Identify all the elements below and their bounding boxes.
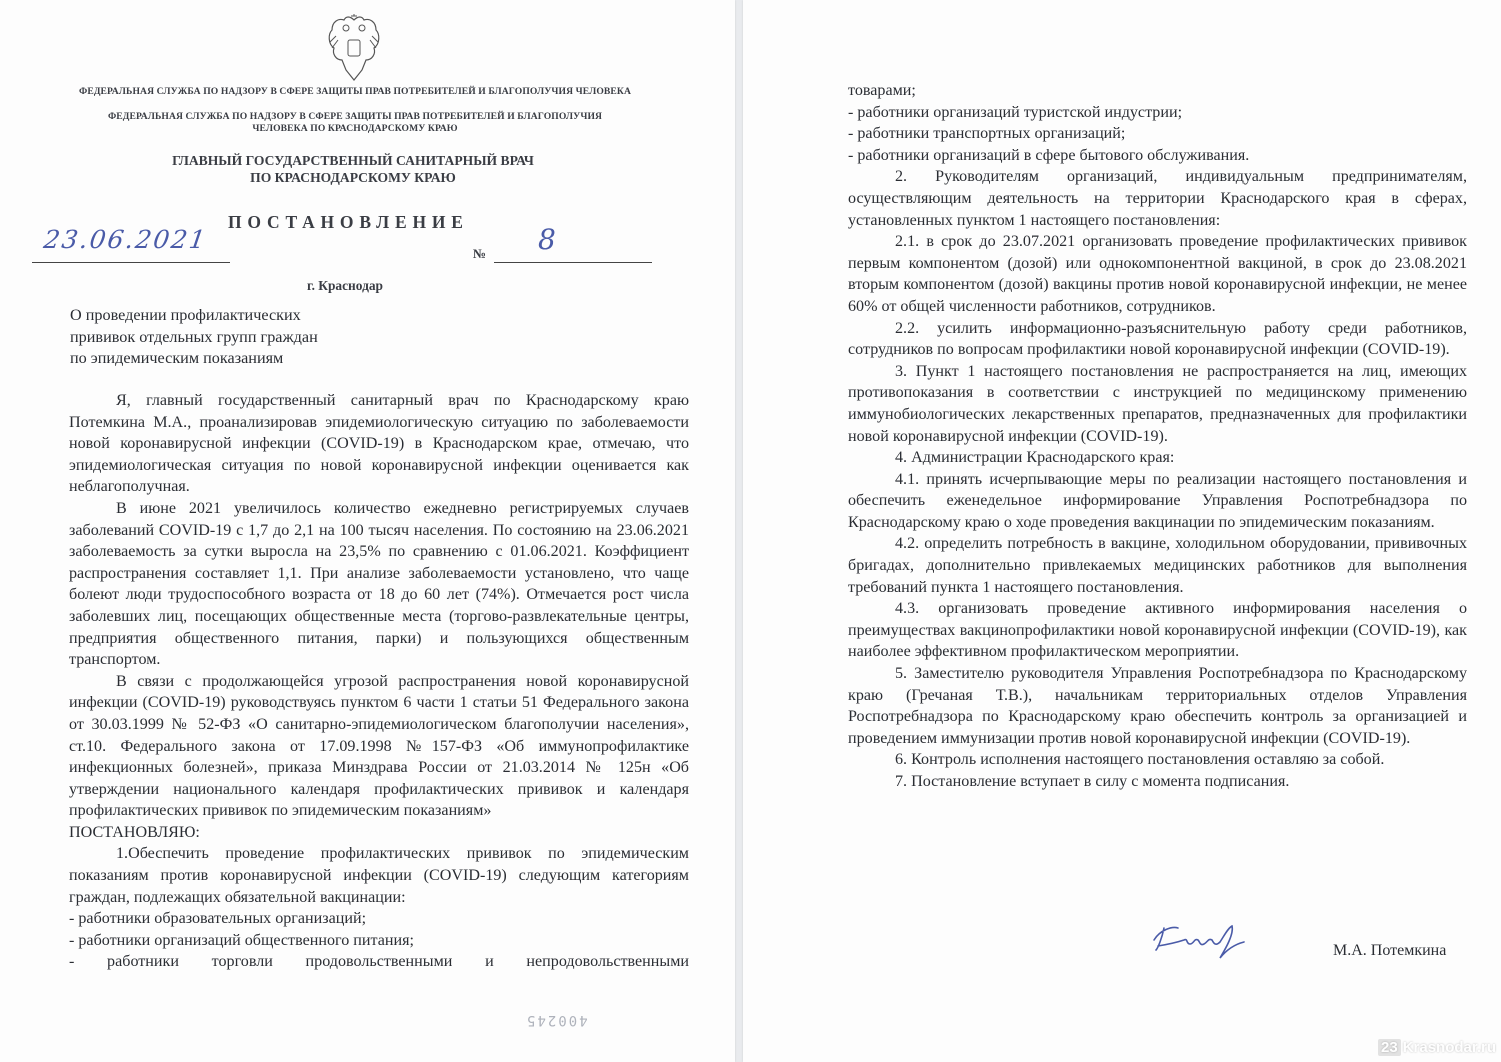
paragraph-item-4-1: 4.1. принять исчерпывающие меры по реализации настоящего постановления и обеспечить еженедельное информирование Управления Роспотребнадзора по Краснодарскому краю о ходе проведения вакцинации по эпидемическим показаниям. [848, 470, 1467, 531]
signer-name: М.А. Потемкина [1333, 942, 1447, 959]
left-body-text [69, 390, 689, 973]
chief-doctor-title [100, 152, 606, 186]
paragraph-item-1: 1.Обеспечить проведение профилактических прививок по эпидемическим показаниям против коронавирусной инфекции (COVID-19) следующим категориям граждан, подлежащих обязательной вакцинации: [69, 845, 689, 906]
resolve-heading: ПОСТАНОВЛЯЮ: [69, 823, 200, 841]
list-item: - работники транспортных организаций; [848, 125, 1126, 143]
document-subject [70, 305, 470, 370]
agency-regional-line-2: ЧЕЛОВЕКА ПО КРАСНОДАРСКОМУ КРАЮ [252, 123, 458, 134]
site-watermark [1378, 1039, 1496, 1056]
paragraph-item-2-1: 2.1. в срок до 23.07.2021 организовать проведение профилактических прививок первым компонентом (дозой) или однокомпонентной вакциной, в срок до 23.08.2021 вторым компонентом (дозой) вакцины против новой коронавирусной инфекции, не менее 60% от общей численности работников, сотрудников. [848, 233, 1467, 315]
paragraph-intro: Я, главный государственный санитарный врач по Краснодарскому краю Потемкина М.А., проанализировав эпидемиологическую ситуацию по заболеваемости новой коронавирусной инфекции (COVID-19) в Краснодарском крае, отмечаю, что эпидемиологическая ситуация по новой коронавирусной инфекции оценивается как неблагополучная. [69, 392, 689, 496]
number-underline [494, 262, 652, 263]
paragraph-item-5: 5. Заместителю руководителя Управления Роспотребнадзора по Краснодарскому краю (Гречаная Т.В.), начальникам территориальных отделов Управления Роспотребнадзора по Краснодарскому краю обеспечить контроль за организацией и проведением иммунизации против новой коронавирусной инфекции (COVID-19). [848, 665, 1467, 747]
document-number: 8 [538, 223, 556, 256]
city-label: г. Краснодар [307, 278, 384, 293]
subject-line: прививок отдельных групп граждан [70, 327, 318, 346]
paragraph-statistics: В июне 2021 увеличилось количество ежедневно регистрируемых случаев заболеваний COVID-19 с 1,7 до 2,1 на 100 тысяч населения. По состоянию на 23.06.2021 заболеваемость за сутки выросла на 23,5% по сравнению с 01.06.2021. Коэффициент распространения составляет 1,1. При анализе заболеваемости установлено, что чаще болеют люди трудоспособного возраста от 18 до 60 лет (74%). Отмечается рост числа заболевших лиц, посещающих общественные места (торгово-развлекательные центры, предприятия общественного питания, парки) и пользующихся общественным транспортом. [69, 499, 689, 669]
number-sign: № [473, 246, 487, 261]
document-page-left [0, 0, 735, 1062]
list-item: - работники организаций в сфере бытового обслуживания. [848, 146, 1250, 164]
list-item: - работники образовательных организаций; [69, 910, 367, 928]
list-item: - работники организаций туристской индустрии; [848, 103, 1183, 121]
serial-stamp: 400245 [525, 1012, 588, 1028]
agency-regional-header [60, 111, 650, 135]
date-underline [32, 262, 230, 263]
paragraph-item-4-3: 4.3. организовать проведение активного информирования населения о преимуществах вакцинопрофилактики новой коронавирусной инфекции (COVID-19), как наиболее эффективном профилактическом мероприятии. [848, 600, 1467, 661]
coat-of-arms-icon [324, 14, 384, 84]
chief-line-1: ГЛАВНЫЙ ГОСУДАРСТВЕННЫЙ САНИТАРНЫЙ ВРАЧ [172, 153, 534, 168]
watermark-text: Krasnodar.ru [1402, 1039, 1497, 1056]
list-item: - работники торговли продовольственными и непродовольственными [69, 953, 689, 971]
subject-line: О проведении профилактических [70, 306, 301, 324]
chief-line-2: ПО КРАСНОДАРСКОМУ КРАЮ [250, 170, 456, 185]
handwritten-signature-icon [1150, 918, 1250, 963]
agency-federal-header: ФЕДЕРАЛЬНАЯ СЛУЖБА ПО НАДЗОРУ В СФЕРЕ ЗАЩИТЫ ПРАВ ПОТРЕБИТЕЛЕЙ И БЛАГОПОЛУЧИЯ ЧЕЛОВЕКА [78, 86, 631, 97]
paragraph-item-3: 3. Пункт 1 настоящего постановления не распространяется на лиц, имеющих противопоказания в соответствии с инструкцией по медицинскому применению иммунобиологических лекарственных препаратов, предназначенных для профилактики новой коронавирусной инфекции (COVID-19). [848, 362, 1467, 445]
paragraph-item-2: 2. Руководителям организаций, индивидуальным предпринимателям, осуществляющим деятельность на территории Краснодарского края в сферах, установленных пунктом 1 настоящего постановления: [848, 168, 1467, 229]
watermark-badge: 23 [1378, 1039, 1401, 1056]
paragraph-item-7: 7. Постановление вступает в силу с момента подписания. [895, 773, 1290, 790]
paragraph-legal-basis: В связи с продолжающейся угрозой распространения новой коронавирусной инфекции (COVID-19) руководствуясь пунктом 6 части 1 статьи 51 Федерального закона от 30.03.1999 № 52-ФЗ «О санитарно-эпидемиологическом благополучии населения», ст.10. Федерального закона от 17.09.1998 №157-ФЗ «Об иммунопрофилактике инфекционных болезней», приказа Минздрава России от 21.03.2014 № 125н «Об утверждении национального календаря профилактических прививок и календаря профилактических прививок по эпидемическим показаниям» [69, 672, 689, 820]
list-item: товарами; [848, 82, 916, 99]
subject-line: по эпидемическим показаниям [70, 349, 284, 367]
document-title: ПОСТАНОВЛЕНИЕ [228, 212, 469, 232]
paragraph-item-6: 6. Контроль исполнения настоящего постановления оставляю за собой. [895, 751, 1385, 769]
paragraph-item-2-2: 2.2. усилить информационно-разъяснительную работу среди работников, сотрудников по вопросам профилактики новой коронавирусной инфекции (COVID-19). [848, 319, 1467, 359]
right-body-text [848, 80, 1467, 793]
document-date: 23.06.2021 [41, 225, 210, 254]
list-item: - работники организаций общественного питания; [69, 931, 414, 949]
agency-regional-line-1: ФЕДЕРАЛЬНАЯ СЛУЖБА ПО НАДЗОРУ В СФЕРЕ ЗАЩИТЫ ПРАВ ПОТРЕБИТЕЛЕЙ И БЛАГОПОЛУЧИЯ [107, 111, 603, 122]
paragraph-item-4: 4. Администрации Краснодарского края: [895, 449, 1175, 467]
paragraph-item-4-2: 4.2. определить потребность в вакцине, холодильном оборудовании, прививочных бригадах, дополнительно привлекаемых медицинских работников для выполнения требований пункта 1 настоящего постановления. [848, 535, 1467, 596]
